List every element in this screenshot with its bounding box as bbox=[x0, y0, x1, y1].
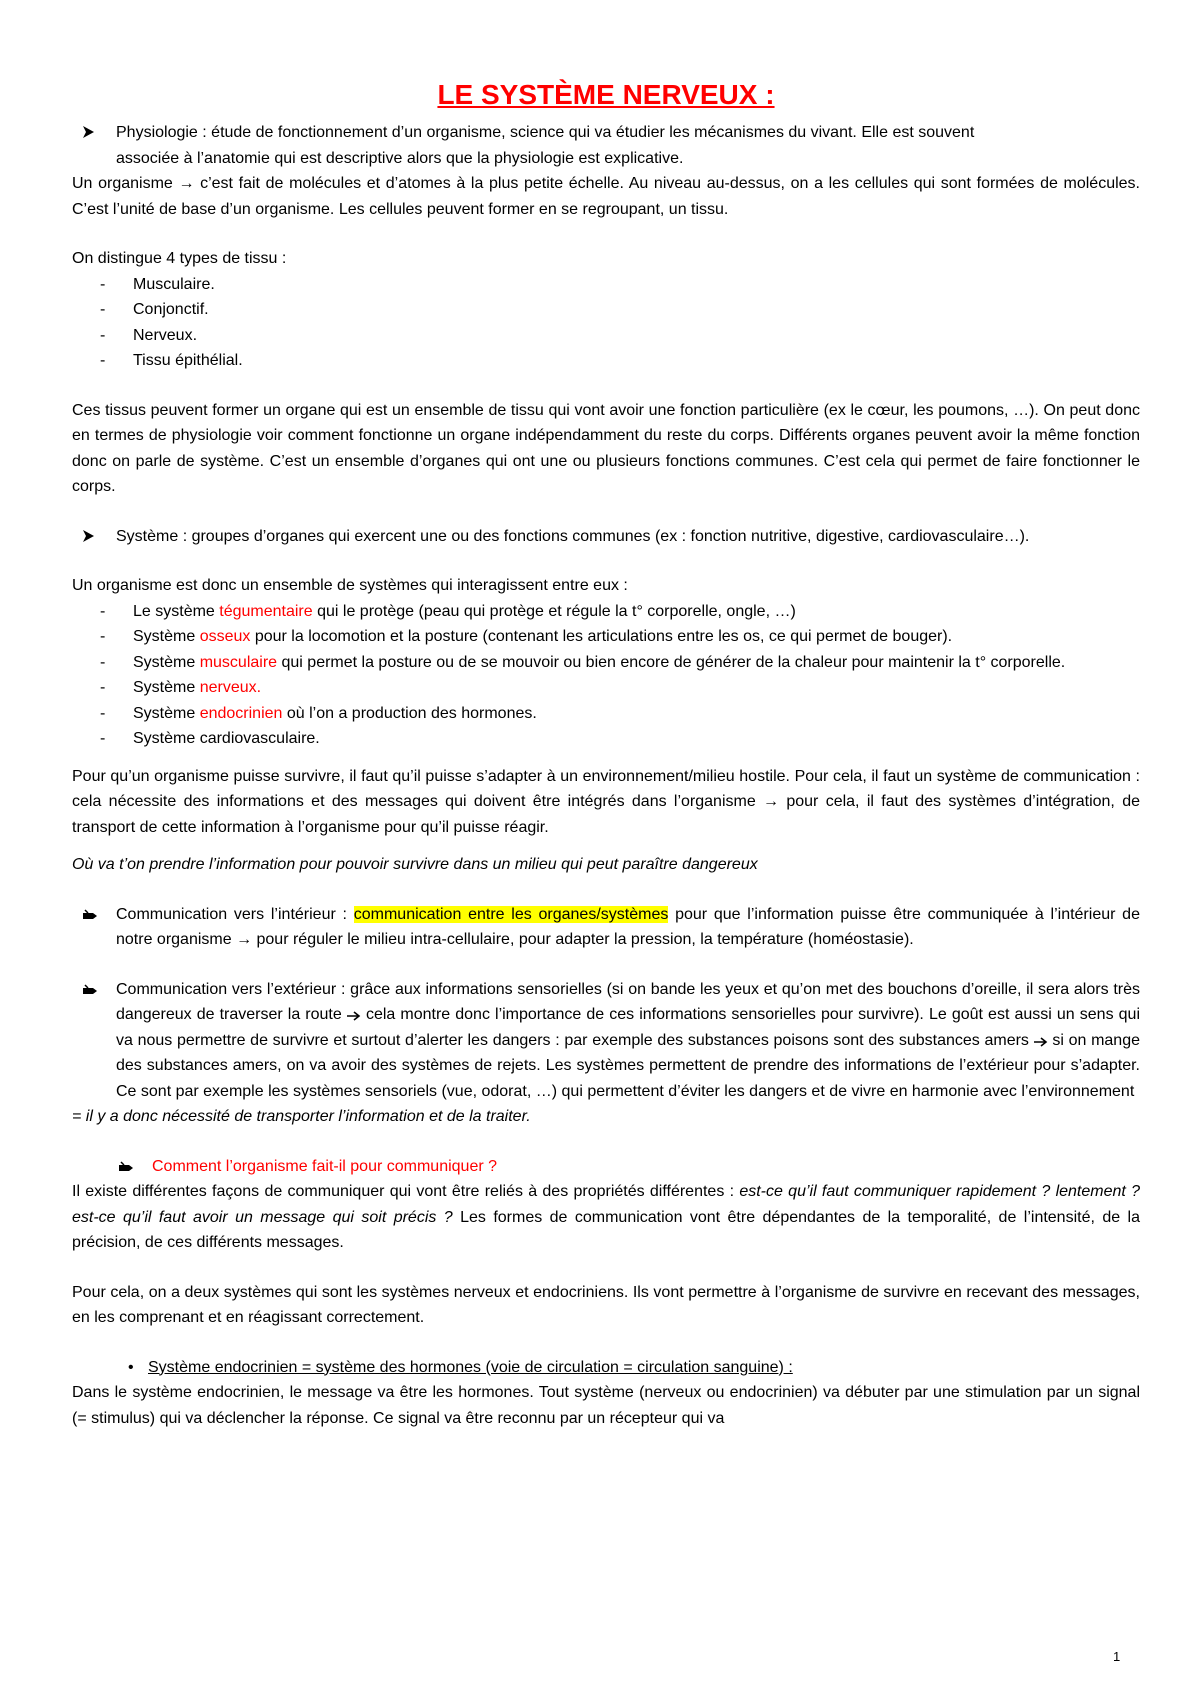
comment-paragraph: Il existe différentes façons de communiquer qui vont être reliés à des propriétés différentes : est-ce qu’il faut communiquer rapidement ? lentement ? est-ce qu’il faut avoir un message qui soit précis ? Les formes de communication vont être dépendantes de la temporalité, de l’intensité, de la précision, de ces différents messages. bbox=[72, 1183, 1141, 1251]
endocrinien-heading: Système endocrinien = système des hormones (voie de circulation = circulation sanguine) : bbox=[148, 1358, 793, 1376]
tissu-intro: On distingue 4 types de tissu : bbox=[72, 250, 287, 267]
arrowhead-bullet-icon bbox=[72, 120, 116, 146]
list-item: - Le système tégumentaire qui le protège (peau qui protège et régule la t° corporelle, ongle, …) bbox=[100, 602, 796, 620]
right-arrow-icon bbox=[347, 1011, 361, 1021]
tissus-list bbox=[72, 272, 1140, 374]
endocrinien-heading-item bbox=[72, 1355, 1140, 1381]
pen-bullet-icon bbox=[72, 977, 116, 1003]
list-item: - Tissu épithélial. bbox=[100, 352, 243, 369]
list-item: - Système cardiovasculaire. bbox=[100, 730, 320, 747]
document-title: LE SYSTÈME NERVEUX : bbox=[437, 79, 775, 110]
list-item: - Système osseux pour la locomotion et la posture (contenant les articulations entre les os, ce qui permet de bouger). bbox=[100, 628, 953, 645]
comment-heading-item bbox=[72, 1154, 1140, 1180]
survie-paragraph: Pour qu’un organisme puisse survivre, il faut qu’il puisse s’adapter à un environnement/milieu hostile. Pour cela, il faut un système de communication : cela nécessite des informations et des messages qui doivent être intégrés dans l’organisme → pour cela, il faut des systèmes d’intégration, de transport de cette information à l’organisme pour qu’il puisse réagir. bbox=[72, 767, 1140, 836]
physiologie-line-1: Physiologie : étude de fonctionnement d’un organisme, science qui va étudier les mécanismes du vivant. Elle est souvent bbox=[116, 124, 975, 141]
pen-bullet-icon bbox=[72, 902, 116, 928]
physiologie-line-2: associée à l’anatomie qui est descriptive alors que la physiologie est explicative. bbox=[116, 149, 684, 167]
communication-interieur-item: Communication vers l’intérieur : communication entre les organes/systèmes pour que l’information puisse être communiquée à l’intérieur de notre organisme → pour réguler le milieu intra-cellulaire, pour adapter la pression, la température (homéostasie). bbox=[72, 902, 1140, 953]
communication-exterieur-item: Communication vers l’extérieur : grâce aux informations sensorielles (si on bande les yeux et qu’on met des bouchons d’oreille, il sera alors très dangereux de traverser la route cela montre donc l’importance de ces informations sensorielles pour survivre). Le goût est aussi un sens qui va nous permettre de survivre et surtout d’alerter les dangers : par exemple des substances poisons sont des substances amers si on mange des substances amers, on va avoir des systèmes de rejets. Les systèmes permettent de prendre des informations de l’extérieur pour s’adapter. Ce sont par exemple les systèmes sensoriels (vue, odorat, …) qui permettent d’éviter les dangers et de vivre en harmonie avec l’environnement bbox=[72, 977, 1140, 1105]
question-italic: Où va t’on prendre l’information pour pouvoir survivre dans un milieu qui peut paraître dangereux bbox=[72, 856, 758, 873]
page-number: 1 bbox=[1113, 1649, 1121, 1664]
right-arrow-icon bbox=[1034, 1037, 1048, 1047]
pen-bullet-icon bbox=[108, 1154, 152, 1180]
systeme-definition-item bbox=[72, 524, 1140, 550]
arrowhead-bullet-icon bbox=[72, 524, 116, 550]
list-item: - Conjonctif. bbox=[100, 301, 209, 318]
conclusion-italic: = il y a donc nécessité de transporter l’information et de la traiter. bbox=[72, 1108, 531, 1125]
list-item: - Musculaire. bbox=[100, 275, 215, 293]
physiologie-item bbox=[72, 120, 1140, 171]
organisme-paragraph: Un organisme → c’est fait de molécules et d’atomes à la plus petite échelle. Au niveau au-dessus, on a les cellules qui sont formées de molécules. C’est l’unité de base d’un organisme. Les cellules peuvent former en se regroupant, un tissu. bbox=[72, 175, 1140, 218]
systemes-list bbox=[72, 599, 1140, 752]
comment-heading: Comment l’organisme fait-il pour communiquer ? bbox=[152, 1157, 498, 1175]
list-item: - Système musculaire qui permet la posture ou de se mouvoir ou bien encore de générer de la chaleur pour maintenir la t° corporelle. bbox=[100, 653, 1066, 671]
dot-bullet-icon: • bbox=[128, 1358, 134, 1376]
highlighted-text: communication entre les organes/systèmes bbox=[353, 905, 669, 923]
list-item: - Système endocrinien où l’on a production des hormones. bbox=[100, 704, 537, 722]
document-page bbox=[72, 78, 1140, 1431]
endocrinien-paragraph: Dans le système endocrinien, le message va être les hormones. Tout système (nerveux ou endocrinien) va débuter par une stimulation par un signal (= stimulus) qui va déclencher la réponse. Ce signal va être reconnu par un récepteur qui va bbox=[72, 1384, 1140, 1427]
tissus-paragraph: Ces tissus peuvent former un organe qui est un ensemble de tissu qui vont avoir une fonction particulière (ex le cœur, les poumons, …). On peut donc en termes de physiologie voir comment fonctionne un organe indépendamment du reste du corps. Différents organes peuvent avoir la même fonction donc on parle de système. C’est un ensemble d’organes qui ont une ou plusieurs fonctions communes. C’est cela qui permet de faire fonctionner le corps. bbox=[72, 401, 1140, 495]
systemes-intro: Un organisme est donc un ensemble de systèmes qui interagissent entre eux : bbox=[72, 577, 628, 594]
systeme-definition: Système : groupes d’organes qui exercent une ou des fonctions communes (ex : fonction nutritive, digestive, cardiovasculaire…). bbox=[116, 527, 1030, 545]
list-item: - Nerveux. bbox=[100, 326, 198, 344]
deux-systemes-paragraph: Pour cela, on a deux systèmes qui sont les systèmes nerveux et endocriniens. Ils vont permettre à l’organisme de survivre en recevant des messages, en les comprenant et en réagissant correctement. bbox=[72, 1283, 1140, 1326]
list-item: - Système nerveux. bbox=[100, 679, 262, 696]
